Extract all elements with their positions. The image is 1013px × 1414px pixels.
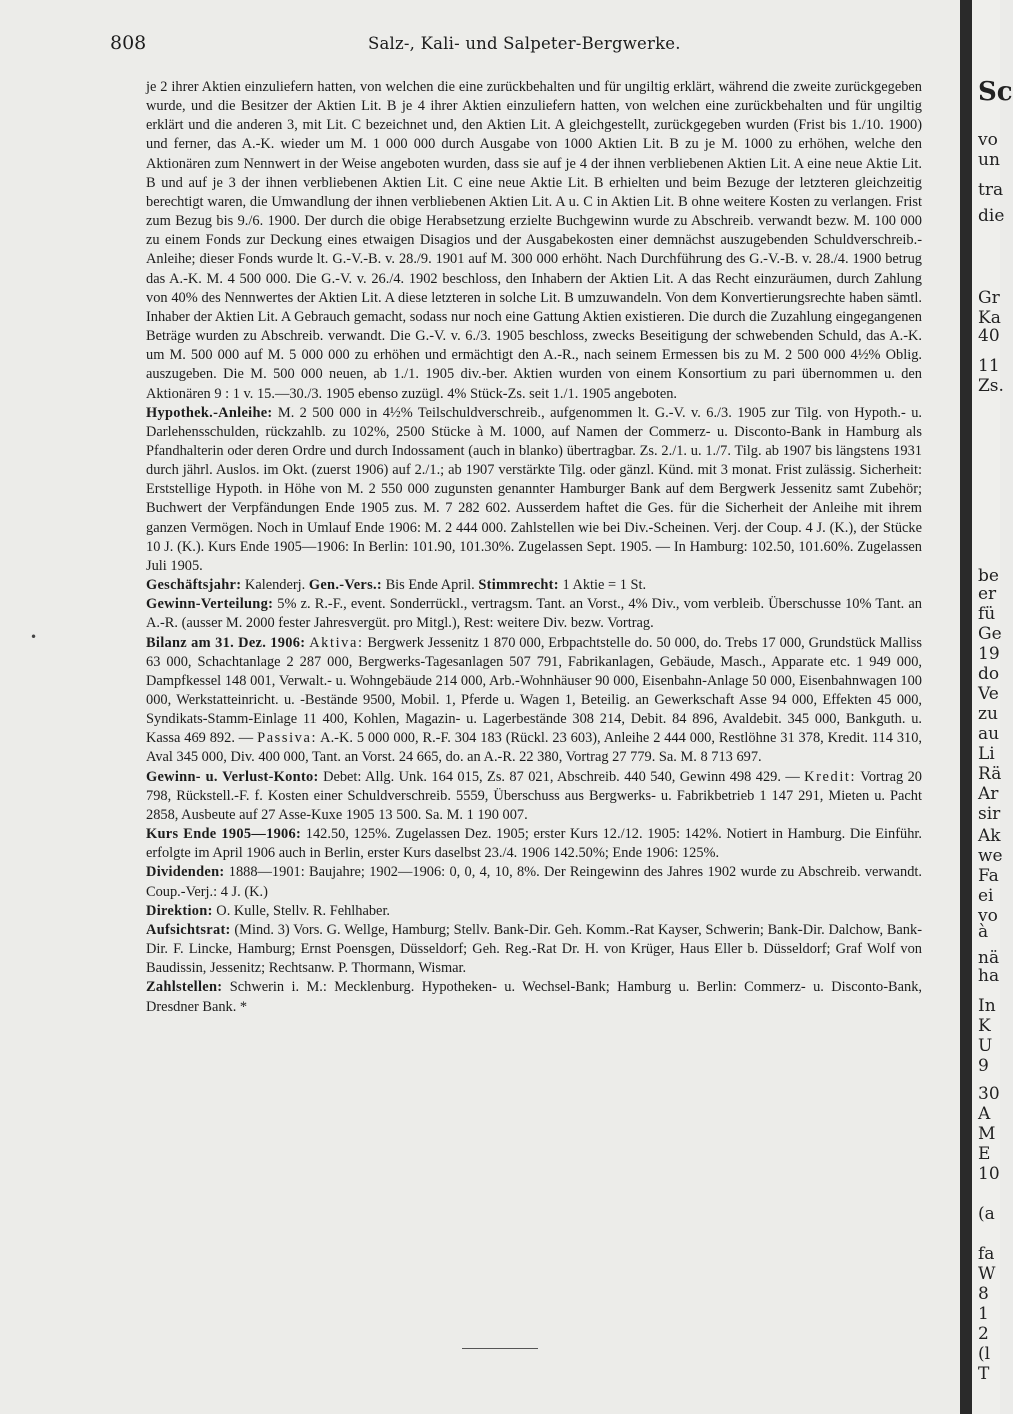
guv-kredit-text: Vortrag 20 798, Rückstell.-F. f. Kosten einer Schuldverschreib. 5559, Überschuss aus Bergwerks- u. Fabrikbetrieb 1 147 291, Mieten u. Pacht 2858, Ausbeute auf 27 Asse-Kuxe 1905 13 500. Sa. M. 1 190 007. (146, 768, 922, 823)
edge-fragment: 10 (978, 1164, 1000, 1184)
kurs-text: 142.50, 125%. Zugelassen Dez. 1905; erster Kurs 12./12. 1905: 142%. Notiert in Hamburg. Die Einführ. erfolgte im April 1906 auch in Berlin, erster Kurs daselbst 23./4. 1906 142.50%; Ende 1906: 125%. (146, 826, 922, 862)
edge-fragment: be (978, 566, 999, 586)
paragraph-geschaeftsjahr (146, 576, 922, 595)
hypothek-text: M. 2 500 000 in 4½% Teilschuldverschreib., aufgenommen lt. G.-V. v. 6./3. 1905 zur Tilg. von Hypoth.- u. Darlehensschulden, rückzahlb. zu 102%, 2500 Stücke à M. 1000, auf Namen der Commerz- u. Disconto-Bank in Hamburg als Pfandhalterin oder deren Ordre und durch Indossament (auch in blanko) übertragbar. Zs. 2./1. u. 1./7. Tilg. ab 1907 bis längstens 1931 durch jährl. Auslos. im Okt. (zuerst 1906) auf 2./1.; ab 1907 verstärkte Tilg. oder gänzl. Künd. mit 3 monat. Frist zulässig. Sicherheit: Erststellige Hypoth. in Höhe von M. 2 550 000 zugunsten genannter Hamburger Bank auf dem Bergwerk Jessenitz samt Zubehör; Buchwert der Verpfändungen Ende 1905 zus. M. 7 282 602. Ausserdem haftet die Ges. für die Sicherheit der Anleihe mit ihrem ganzen Vermögen. Noch in Umlauf Ende 1906: M. 2 444 000. Zahlstellen wie bei Div.-Scheinen. Verj. der Coup. 4 J. (K.), der Stücke 10 J. (K.). Kurs Ende 1905—1906: In Berlin: 101.90, 101.30%. Zugelassen Sept. 1905. — In Hamburg: 102.50, 101.60%. Zugelassen Juli 1905. (146, 404, 922, 574)
zahlstellen-label: Zahlstellen: (146, 979, 223, 996)
dividenden-label: Dividenden: (146, 864, 225, 881)
paragraph-gewinn-verteilung (146, 595, 922, 633)
kurs-label: Kurs Ende 1905—1906: (146, 826, 302, 843)
guv-debet-text: Debet: Allg. Unk. 164 015, Zs. 87 021, Abschreib. 440 540, Gewinn 498 429. — (318, 768, 805, 785)
edge-fragment: K (978, 1016, 991, 1036)
gewinnvert-label: Gewinn-Verteilung: (146, 596, 274, 613)
aufsichtsrat-label: Aufsichtsrat: (146, 921, 231, 938)
guv-label: Gewinn- u. Verlust-Konto: (146, 768, 319, 785)
edge-fragment: do (978, 664, 1000, 684)
edge-fragment: Gr (978, 288, 1000, 308)
edge-fragment: Ar (978, 784, 999, 804)
edge-fragment: Ka (978, 308, 1001, 328)
book-gutter (960, 0, 972, 1414)
edge-fragment: Zs. (978, 376, 1004, 396)
edge-fragment: M (978, 1124, 996, 1144)
edge-fragment: Fa (978, 866, 999, 886)
genvers-text: Bis Ende April. (381, 577, 479, 594)
edge-fragment: sir (978, 804, 1001, 824)
edge-fragment: Ge (978, 624, 1002, 644)
stimmrecht-text: 1 Aktie = 1 St. (558, 577, 647, 594)
paragraph-gewinn-verlust (146, 768, 922, 825)
direktion-label: Direktion: (146, 902, 213, 919)
geschaeftsjahr-text: Kalenderj. (241, 577, 309, 594)
edge-fragment: ei (978, 886, 994, 906)
hypothek-label: Hypothek.-Anleihe: (146, 404, 273, 421)
running-title: Salz-, Kali- und Salpeter-Bergwerke. (368, 34, 681, 53)
edge-fragment: (a (978, 1204, 995, 1224)
edge-fragment: Ak (978, 826, 1001, 846)
paragraph-bilanz (146, 634, 922, 768)
direktion-text: O. Kulle, Stellv. R. Fehlhaber. (212, 902, 391, 919)
paragraph-zahlstellen (146, 978, 922, 1016)
edge-fragment: tra (978, 180, 1004, 200)
edge-fragment: we (978, 846, 1003, 866)
geschaeftsjahr-label: Geschäftsjahr: (146, 577, 242, 594)
zahlstellen-text: Schwerin i. M.: Mecklenburg. Hypotheken- u. Wechsel-Bank; Hamburg u. Berlin: Commerz- u. Disconto-Bank, Dresdner Bank. * (146, 979, 922, 1015)
stimmrecht-label: Stimmrecht: (478, 577, 559, 594)
genvers-label: Gen.-Vers.: (308, 577, 382, 594)
aufsichtsrat-text: (Mind. 3) Vors. G. Wellge, Hamburg; Stellv. Bank-Dir. Geh. Komm.-Rat Kayser, Schwerin; Bank-Dir. Dalchow, Bank-Dir. F. Lincke, Hamburg; Ernst Poensgen, Düsseldorf; Geh. Reg.-Rat Dr. H. von Krüger, Haus Eller b. Düsseldorf; Graf Wolf von Baudissin, Jessenitz; Rechtsanw. P. Thormann, Wismar. (146, 921, 922, 977)
paragraph-hypothek (146, 404, 922, 576)
edge-fragment: zu (978, 704, 998, 724)
edge-fragment: 1 (978, 1304, 989, 1324)
edge-fragment: fa (978, 1244, 995, 1264)
bilanz-label: Bilanz am 31. Dez. 1906: (146, 634, 306, 651)
bilanz-aktiva-word: Aktiva: (309, 634, 364, 651)
edge-fragment: nä (978, 948, 1000, 968)
edge-fragment: Rä (978, 764, 1002, 784)
edge-fragment: 40 (978, 326, 1000, 346)
edge-fragment: 9 (978, 1056, 989, 1076)
end-rule (462, 1348, 538, 1349)
edge-fragment: fü (978, 604, 996, 624)
paragraph-dividenden (146, 863, 922, 901)
bilanz-aktiva-text: Bergwerk Jessenitz 1 870 000, Erbpachtstelle do. 50 000, do. Trebs 17 000, Grundstück Malliss 63 000, Schachtanlage 2 287 000, Bergwerks-Tagesanlagen 507 791, Fabrikanlagen, Gebäude, Masch., Apparate etc. 1 949 000, Dampfkessel 148 001, Verwalt.- u. Wohngebäude 214 000, Arb.-Wohnhäuser 90 000, Eisenbahn-Anlage 50 000, Eisenbahnwagen 100 000, Werkstatteinricht. u. -Bestände 9500, Mobil. 1, Pferde u. Wagen 1, Beteilig. an Gewerkschaft Asse 94 000, Effekten 45 000, Syndikats-Stamm-Einlage 11 400, Kohlen, Magazin- u. Lagerbestände 308 214, Debit. 84 896, Avaldebit. 345 000, Bankguth. u. Kassa 469 892. — (146, 634, 922, 747)
margin-dot: • (30, 630, 38, 644)
gewinnvert-text: 5% z. R.-F., event. Sonderrückl., vertragsm. Tant. an Vorst., 4% Div., vom verbleib. Überschusse 10% Tant. an A.-R. (ausser M. 2000 fester Jahresvergüt. pro Mitgl.), Rest: weitere Div. bezw. Vortrag. (146, 596, 922, 632)
page-header (110, 32, 930, 62)
edge-fragment: 8 (978, 1284, 989, 1304)
edge-fragment: In (978, 996, 996, 1016)
edge-fragment: un (978, 150, 1000, 170)
edge-fragment: vo (978, 130, 998, 150)
paragraph-aufsichtsrat (146, 921, 922, 978)
edge-fragment: 30 (978, 1084, 1000, 1104)
bilanz-passiva-text: A.-K. 5 000 000, R.-F. 304 183 (Rückl. 23 603), Anleihe 2 444 000, Restlöhne 31 378, Kredit. 114 310, Aval 345 000, Div. 400 000, Tant. an Vorst. 24 665, do. an A.-R. 22 380, Vortrag 27 779. Sa. M. 8 713 697. (146, 730, 922, 766)
bilanz-passiva-word: Passiva: (257, 730, 318, 747)
edge-fragment: vo (978, 906, 998, 926)
paragraph-kurs (146, 825, 922, 863)
dividenden-text: 1888—1901: Baujahre; 1902—1906: 0, 0, 4, 10, 8%. Der Reingewinn des Jahres 1902 wurde zu Abschreib. verwandt. Coup.-Verj.: 4 J. (K.) (146, 864, 922, 900)
edge-fragment: 2 (978, 1324, 989, 1344)
edge-fragment: T (978, 1364, 990, 1384)
edge-fragment: (l (978, 1344, 991, 1364)
guv-kredit-word: Kredit: (804, 768, 857, 785)
edge-fragment: au (978, 724, 1000, 744)
edge-fragment: W (978, 1264, 996, 1284)
edge-fragment: 11 (978, 356, 1000, 376)
body-text (146, 78, 922, 1017)
paragraph-direktion (146, 902, 922, 921)
edge-fragment: E (978, 1144, 991, 1164)
edge-fragment: Li (978, 744, 995, 764)
edge-fragment: U (978, 1036, 993, 1056)
edge-fragment: Ve (978, 684, 999, 704)
edge-fragment: à (978, 922, 989, 942)
edge-fragment: A (978, 1104, 991, 1124)
edge-fragment: die (978, 206, 1005, 226)
edge-fragment: er (978, 584, 997, 604)
page-number: 808 (110, 32, 147, 54)
edge-fragment: Sc (978, 77, 1013, 107)
edge-fragment: ha (978, 966, 1000, 986)
paragraph-intro: je 2 ihrer Aktien einzuliefern hatten, von welchen die eine zurückbehalten und für ungiltig erklärt, während die zweite zurückgegeben wurde, und die Besitzer der Aktien Lit. B je 4 ihrer Aktien einzuliefern hatten, von welchen eine zurückbehalten und für ungiltig erklärt und die anderen 3, mit Lit. C bezeichnet und, den Aktien Lit. A gleichgestellt, zurückgegeben wurden (Frist bis 1./10. 1900) und ferner, das A.-K. wieder um M. 1 000 000 durch Ausgabe von 1000 Aktien Lit. B zu je M. 1000 zu erhöhen, welche den Aktionären zum Nennwert in der Weise angeboten wurden, dass sie auf je 4 der ihnen verbliebenen Aktien Lit. A eine neue Aktie Lit. B und auf je 3 der ihnen verbliebenen Aktien Lit. C eine neue Aktie Lit. B erhielten und beim Bezuge der letzteren gleichzeitig berechtigt waren, die Umwandlung der ihnen verbliebenen Aktien Lit. A u. C in Aktien Lit. B ohne weitere Kosten zu verlangen. Frist zum Bezug bis 9./6. 1900. Der durch die obige Herabsetzung erzielte Buchgewinn wurde zu Abschreib. verwandt bezw. M. 100 000 zu einem Fonds zur Deckung eines etwaigen Disagios und der Ausgabekosten einer demnächst auszugebenden Schuldverschreib.-Anleihe; dieser Fonds wurde lt. G.-V.-B. v. 28./9. 1901 auf M. 300 000 erhöht. Nach Durchführung des G.-V.-B. v. 28./4. 1900 betrug das A.-K. M. 4 500 000. Die G.-V. v. 26./4. 1902 beschloss, den Inhabern der Aktien Lit. A das Recht einzuräumen, durch Zahlung von 40% des Nennwertes der Aktien Lit. A diese letzteren in solche Lit. B umzuwandeln. Von dem Konvertierungsrechte haben sämtl. Inhaber der Aktien Lit. A Gebrauch gemacht, sodass nur noch eine Gattung Aktien existieren. Die durch die Zuzahlung eingegangenen Beträge wurden zu Abschreib. verwandt. Die G.-V. v. 6./3. 1905 beschloss, zwecks Beseitigung der schwebenden Schuld, das A.-K. um M. 500 000 auf M. 5 000 000 zu erhöhen und ermächtigt den A.-R., nach seinem Ermessen bis zu M. 2 500 000 4½% Oblig. auszugeben. Die M. 500 000 neuen, ab 1./1. 1905 div.-ber. Aktien wurden von einem Konsortium zu pari übernommen u. den Aktionären 9 : 1 v. 15.—30./3. 1905 ebenso zuzügl. 4% Stück-Zs. seit 1./1. 1905 angeboten. (146, 79, 922, 402)
edge-fragment: 19 (978, 644, 1000, 664)
facing-page-edge (972, 0, 1013, 1414)
